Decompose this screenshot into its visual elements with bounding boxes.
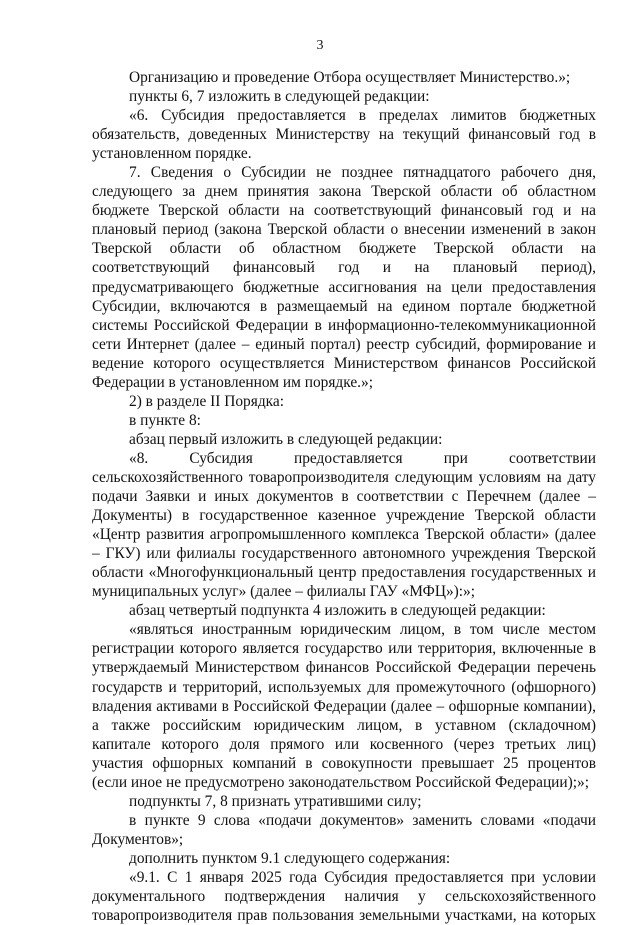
paragraph: «являться иностранным юридическим лицом, в том числе местом регистрации которого является государство или территория, включенные в утверждаемый Министерством финансов Российской Федерации перечень государств и территорий, используемых для промежуточного (офшорного) владения активами в Российской Федерации (далее – офшорные компании), а также российским юридическим лицом, в уставном (складочном) капитале которого доля прямого или косвенного (через третьих лиц) участия офшорных компаний в совокупности превышает 25 процентов (если иное не предусмотрено законодательством Российской Федерации);»; <box>92 621 596 791</box>
paragraph: «6. Субсидия предоставляется в пределах лимитов бюджетных обязательств, доведенных Министерству на текущий финансовый год в установленном порядке. <box>92 107 596 163</box>
paragraph: дополнить пунктом 9.1 следующего содержания: <box>129 849 451 867</box>
paragraph: в пункте 9 слова «подачи документов» заменить словами «подачи Документов»; <box>92 811 596 848</box>
document-body <box>92 68 596 925</box>
page-number: 3 <box>316 38 324 53</box>
paragraph: пункты 6, 7 изложить в следующей редакции: <box>129 88 430 106</box>
paragraph: подпункты 7, 8 признать утратившими силу; <box>129 792 422 810</box>
paragraph: 7. Сведения о Субсидии не позднее пятнадцатого рабочего дня, следующего за днем принятия закона Тверской области об областном бюджете Тверской области на соответствующий финансовый год и на плановый период (закона Тверской области о внесении изменений в закон Тверской области об областном бюджете Тверской области на соответствующий финансовый год и на плановый период), предусматривающего бюджетные ассигнования на цели предоставления Субсидии, включаются в размещаемый на едином портале бюджетной системы Российской Федерации в информационно-телекоммуникационной сети Интернет (далее – единый портал) реестр субсидий, формирование и ведение которого осуществляется Министерством финансов Российской Федерации в установленном им порядке.»; <box>92 164 596 391</box>
paragraph: 2) в разделе II Порядка: <box>129 392 284 410</box>
paragraph: Организацию и проведение Отбора осуществляет Министерство.»; <box>129 69 571 86</box>
paragraph: абзац четвертый подпункта 4 изложить в следующей редакции: <box>129 602 546 620</box>
paragraph: «8. Субсидия предоставляется при соответствии сельскохозяйственного товаропроизводителя следующим условиям на дату подачи Заявки и иных документов в соответствии с Перечнем (далее – Документы) в государственное казенное учреждение Тверской области «Центр развития агропромышленного комплекса Тверской области» (далее – ГКУ) или филиалы государственного автономного учреждения Тверской области «Многофункциональный центр предоставления государственных и муниципальных услуг» (далее – филиалы ГАУ «МФЦ»):»; <box>92 449 596 601</box>
paragraph: в пункте 8: <box>129 411 201 429</box>
paragraph: «9.1. С 1 января 2025 года Субсидия предоставляется при условии документального подтверждения наличия у сельскохозяйственного товаропроизводителя прав пользования земельными участками, на которых <box>92 868 596 925</box>
paragraph: абзац первый изложить в следующей редакции: <box>129 430 443 448</box>
